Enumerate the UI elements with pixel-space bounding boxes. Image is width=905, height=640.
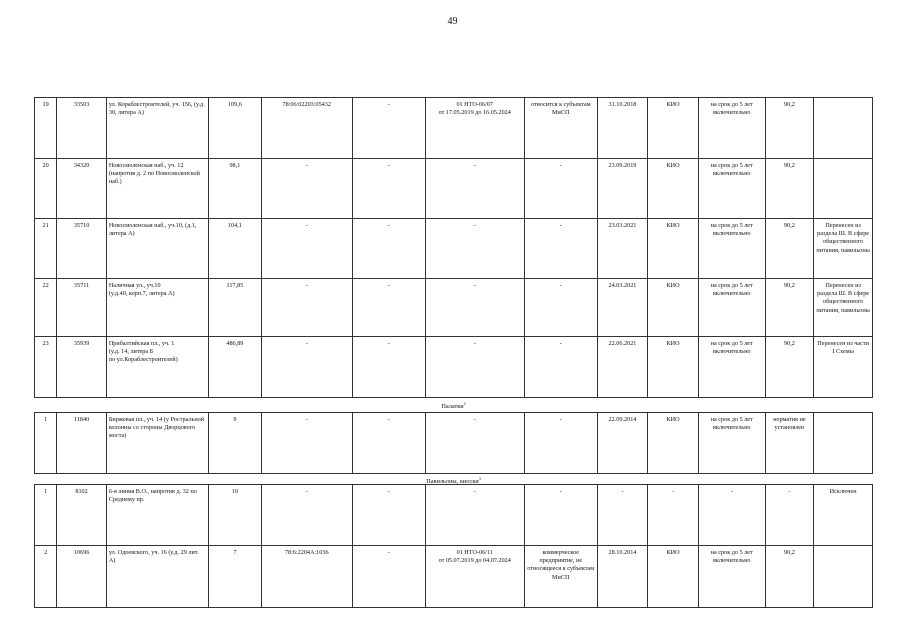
cell-area: 9 [209,413,262,474]
cell-authority: КИО [648,337,699,398]
cell-authority: КИО [648,98,699,159]
cell-note [814,546,873,608]
cell-business-status: - [524,485,597,546]
cell-object-id: 35710 [57,219,107,279]
table-row [35,337,873,398]
cell-address: Биржевая пл., уч. 14 (у Ростральной колонны со стороны Дворцового моста) [106,413,208,474]
cell-object-id: 34320 [57,159,107,219]
cell-contract: - [425,159,524,219]
cell-cadastral-number: 78:06:02203:05432 [261,98,352,159]
cell-business-status: - [524,337,597,398]
cell-term: на срок до 5 лет включительно [698,413,765,474]
cell-authority: КИО [648,546,699,608]
cell-business-status: коммерческое предприятие, не относящееся к субъектам МиСП [524,546,597,608]
cell-object-id: 33503 [57,98,107,159]
cell-authority: КИО [648,279,699,337]
cell-area: 10 [209,485,262,546]
cell-note: Перенесен из раздела Ш. В сфере общественного питания, павильоны [814,279,873,337]
cell-contract: - [425,413,524,474]
section-title-pavilions: Павильоны, киоски$^3$ [426,476,481,486]
cell-row-number: 19 [35,98,57,159]
cell-cadastral-number: - [261,485,352,546]
cell-inclusion-date: - [597,485,648,546]
cell-col-6: - [352,98,425,159]
cell-term: - [698,485,765,546]
cell-object-id: 35939 [57,337,107,398]
cell-address: 6-я линия В.О., напротив д. 32 по Среднему пр. [106,485,208,546]
cell-term: на срок до 5 лет включительно [698,337,765,398]
cell-contract: - [425,219,524,279]
cell-specialization: норматив не установлен [765,413,814,474]
cell-note: Исключен [814,485,873,546]
cell-note: Перенесен из раздела Ш. В сфере общественного питания, павильоны [814,219,873,279]
cell-inclusion-date: 24.03.2021 [597,279,648,337]
cell-business-status: - [524,159,597,219]
cell-inclusion-date: 22.09.2014 [597,413,648,474]
cell-object-id: 8102 [57,485,107,546]
section-title-tents: Палатки$^2$ [441,401,466,411]
cell-specialization: 90,2 [765,219,814,279]
cell-col-6: - [352,413,425,474]
cell-term: на срок до 5 лет включительно [698,219,765,279]
cell-address: Наличная ул., уч.10 (у.д.40, корп.7, литера А) [106,279,208,337]
cell-business-status: относится к субъектам МиСП [524,98,597,159]
cell-cadastral-number: - [261,219,352,279]
cell-area: 109,6 [209,98,262,159]
cell-col-6: - [352,546,425,608]
cell-address: ул. Одоевского, уч. 16 (у.д. 29 лит. А) [106,546,208,608]
cell-row-number: 20 [35,159,57,219]
table-row [35,485,873,546]
cell-authority: КИО [648,413,699,474]
table-row [35,546,873,608]
cell-row-number: 1 [35,485,57,546]
cell-row-number: 23 [35,337,57,398]
cell-row-number: 1 [35,413,57,474]
cell-inclusion-date: 31.10.2018 [597,98,648,159]
cell-note [814,413,873,474]
page-number: 49 [447,16,458,27]
cell-authority: КИО [648,159,699,219]
cell-business-status: - [524,413,597,474]
table-row [35,279,873,337]
cell-area: 7 [209,546,262,608]
cell-area: 117,85 [209,279,262,337]
cell-area: 98,1 [209,159,262,219]
cell-inclusion-date: 23.03.2021 [597,219,648,279]
cell-specialization: 90,2 [765,279,814,337]
cell-inclusion-date: 28.10.2014 [597,546,648,608]
cell-authority: КИО [648,219,699,279]
cell-specialization: - [765,485,814,546]
cell-col-6: - [352,279,425,337]
cell-term: на срок до 5 лет включительно [698,279,765,337]
cell-term: на срок до 5 лет включительно [698,159,765,219]
cell-address: ул. Кораблестроителей, уч. 156, (у.д. 30, литера А) [106,98,208,159]
cell-object-id: 10696 [57,546,107,608]
cell-col-6: - [352,219,425,279]
cell-col-6: - [352,159,425,219]
cell-contract: - [425,279,524,337]
cell-address: Новосмоленская наб., уч.10, (д.1, литера А) [106,219,208,279]
table-row [35,219,873,279]
cell-object-id: 11840 [57,413,107,474]
table-row [35,98,873,159]
cell-cadastral-number: - [261,279,352,337]
cell-cadastral-number: - [261,159,352,219]
cell-area: 486,89 [209,337,262,398]
cell-authority: - [648,485,699,546]
table-row [35,159,873,219]
objects-table-section-3 [34,484,873,608]
cell-specialization: 90,2 [765,546,814,608]
cell-contract: 01 НТО-06/11 от 05.07.2019 до 04.07.2024 [425,546,524,608]
cell-specialization: 90,2 [765,337,814,398]
cell-object-id: 35711 [57,279,107,337]
cell-row-number: 22 [35,279,57,337]
cell-area: 104,1 [209,219,262,279]
cell-note [814,98,873,159]
cell-specialization: 90,2 [765,98,814,159]
cell-cadastral-number: - [261,413,352,474]
cell-business-status: - [524,279,597,337]
cell-inclusion-date: 23.09.2019 [597,159,648,219]
cell-note: Перенесен из части I Схемы [814,337,873,398]
cell-inclusion-date: 22.06.2021 [597,337,648,398]
cell-term: на срок до 5 лет включительно [698,546,765,608]
objects-table-section-1 [34,97,873,398]
cell-cadastral-number: - [261,337,352,398]
cell-address: Прибалтийская пл., уч. 1 (у.д. 14, литера Б по ул.Кораблестроителей) [106,337,208,398]
cell-row-number: 21 [35,219,57,279]
cell-note [814,159,873,219]
cell-col-6: - [352,485,425,546]
cell-business-status: - [524,219,597,279]
cell-col-6: - [352,337,425,398]
cell-specialization: 90,2 [765,159,814,219]
objects-table-section-2 [34,412,873,474]
table-row [35,413,873,474]
cell-contract: - [425,485,524,546]
cell-contract: 01 НТО-06/07 от 17.05.2019 до 16.05.2024 [425,98,524,159]
cell-address: Новосмоленская наб., уч. 12 (напротив д. 2 по Новосмоленской наб.) [106,159,208,219]
cell-row-number: 2 [35,546,57,608]
cell-contract: - [425,337,524,398]
cell-cadastral-number: 78:6:2204А:1036 [261,546,352,608]
cell-term: на срок до 5 лет включительно [698,98,765,159]
